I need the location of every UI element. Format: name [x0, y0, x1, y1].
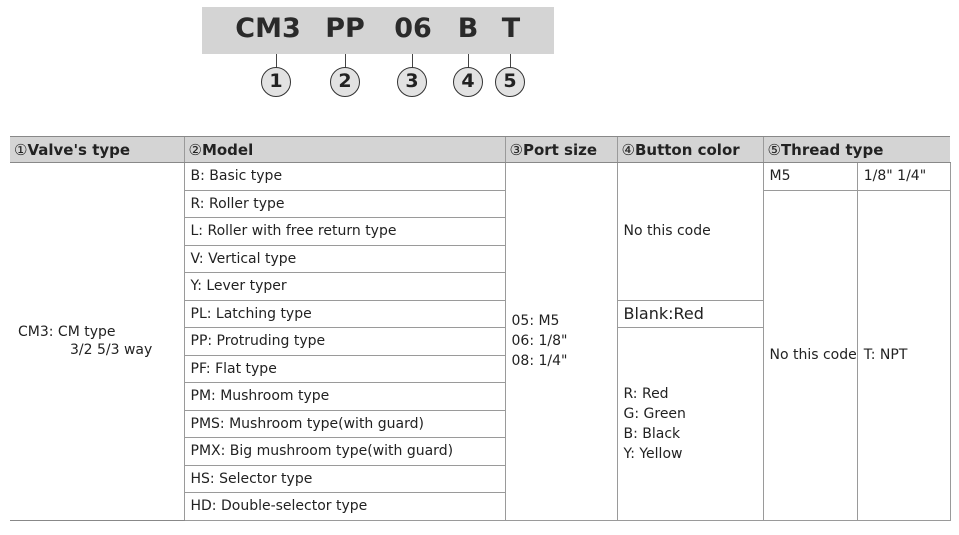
thread-inch-header-cell: 1/8" 1/4": [857, 163, 950, 191]
header-model: ②Model: [184, 137, 505, 163]
model-cell: HS: Selector type: [184, 465, 505, 493]
thread-m5-value-cell: No this code: [763, 190, 857, 520]
leader-line: [412, 54, 413, 68]
thread-inch-value-cell: T: NPT: [857, 190, 950, 520]
model-cell: R: Roller type: [184, 190, 505, 218]
model-cell: V: Vertical type: [184, 245, 505, 273]
code-part-valve-type: CM3: [235, 13, 301, 44]
model-cell: L: Roller with free return type: [184, 218, 505, 246]
leader-line: [345, 54, 346, 68]
model-cell: PL: Latching type: [184, 300, 505, 328]
table-row: [10, 163, 950, 191]
marker-4: 4: [453, 67, 483, 97]
port-size-cell: 05: M5 06: 1/8" 08: 1/4": [505, 163, 617, 521]
model-cell: HD: Double-selector type: [184, 493, 505, 521]
leader-line: [510, 54, 511, 68]
code-part-port-size: 06: [394, 13, 432, 44]
header-thread-type: ⑤Thread type: [763, 137, 950, 163]
valve-type-cell: CM3: CM type 3/2 5/3 way: [10, 163, 184, 521]
header-port-size: ③Port size: [505, 137, 617, 163]
table-header-row: [10, 137, 950, 163]
header-valve-type: ①Valve's type: [10, 137, 184, 163]
model-cell: Y: Lever typer: [184, 273, 505, 301]
marker-3: 3: [397, 67, 427, 97]
model-cell: PM: Mushroom type: [184, 383, 505, 411]
model-cell: PMX: Big mushroom type(with guard): [184, 438, 505, 466]
code-part-thread-type: T: [501, 13, 521, 44]
marker-5: 5: [495, 67, 525, 97]
code-part-model: PP: [325, 13, 365, 44]
leader-line: [276, 54, 277, 68]
thread-m5-header-cell: M5: [763, 163, 857, 191]
button-color-options-cell: R: Red G: Green B: Black Y: Yellow: [617, 328, 763, 521]
leader-line: [468, 54, 469, 68]
model-cell: B: Basic type: [184, 163, 505, 191]
model-cell: PMS: Mushroom type(with guard): [184, 410, 505, 438]
header-button-color: ④Button color: [617, 137, 763, 163]
button-color-blank-cell: Blank:Red: [617, 300, 763, 328]
button-color-no-code-cell: No this code: [617, 163, 763, 301]
ordering-code-table: [10, 136, 951, 521]
model-cell: PF: Flat type: [184, 355, 505, 383]
marker-2: 2: [330, 67, 360, 97]
marker-1: 1: [261, 67, 291, 97]
model-cell: PP: Protruding type: [184, 328, 505, 356]
code-part-button-color: B: [457, 13, 479, 44]
